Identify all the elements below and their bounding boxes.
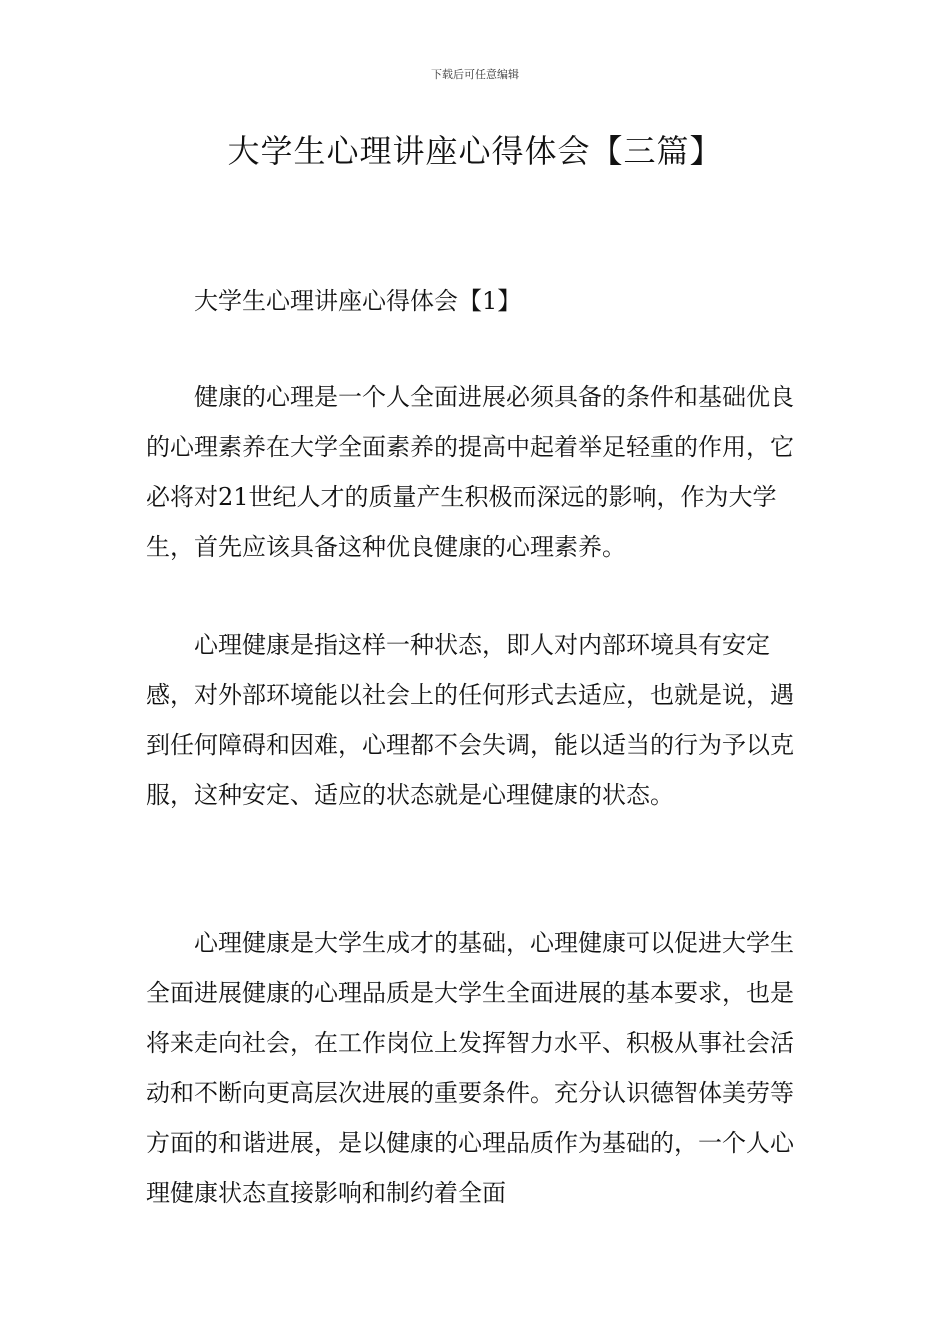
paragraph: 健康的心理是一个人全面进展必须具备的条件和基础优良的心理素养在大学全面素养的提高中起着举足轻重的作用，它必将对21世纪人才的质量产生积极而深远的影响，作为大学生，首先应该具备这种优良健康的心理素养。 bbox=[146, 383, 794, 561]
document-title: 大学生心理讲座心得体会【三篇】 bbox=[227, 132, 723, 170]
paragraph: 心理健康是指这样一种状态，即人对内部环境具有安定感，对外部环境能以社会上的任何形式去适应，也就是说，遇到任何障碍和因难，心理都不会失调，能以适当的行为予以克服，这种安定、适应的状态就是心理健康的状态。 bbox=[146, 631, 794, 809]
header-note: 下载后可任意编辑 bbox=[431, 68, 519, 81]
paragraph: 心理健康是大学生成才的基础，心理健康可以促进大学生全面进展健康的心理品质是大学生全面进展的基本要求，也是将来走向社会，在工作岗位上发挥智力水平、积极从事社会活动和不断向更高层次进展的重要条件。充分认识德智体美劳等方面的和谐进展，是以健康的心理品质作为基础的，一个人心理健康状态直接影响和制约着全面 bbox=[146, 929, 794, 1207]
section-heading: 大学生心理讲座心得体会【1】 bbox=[194, 287, 522, 315]
